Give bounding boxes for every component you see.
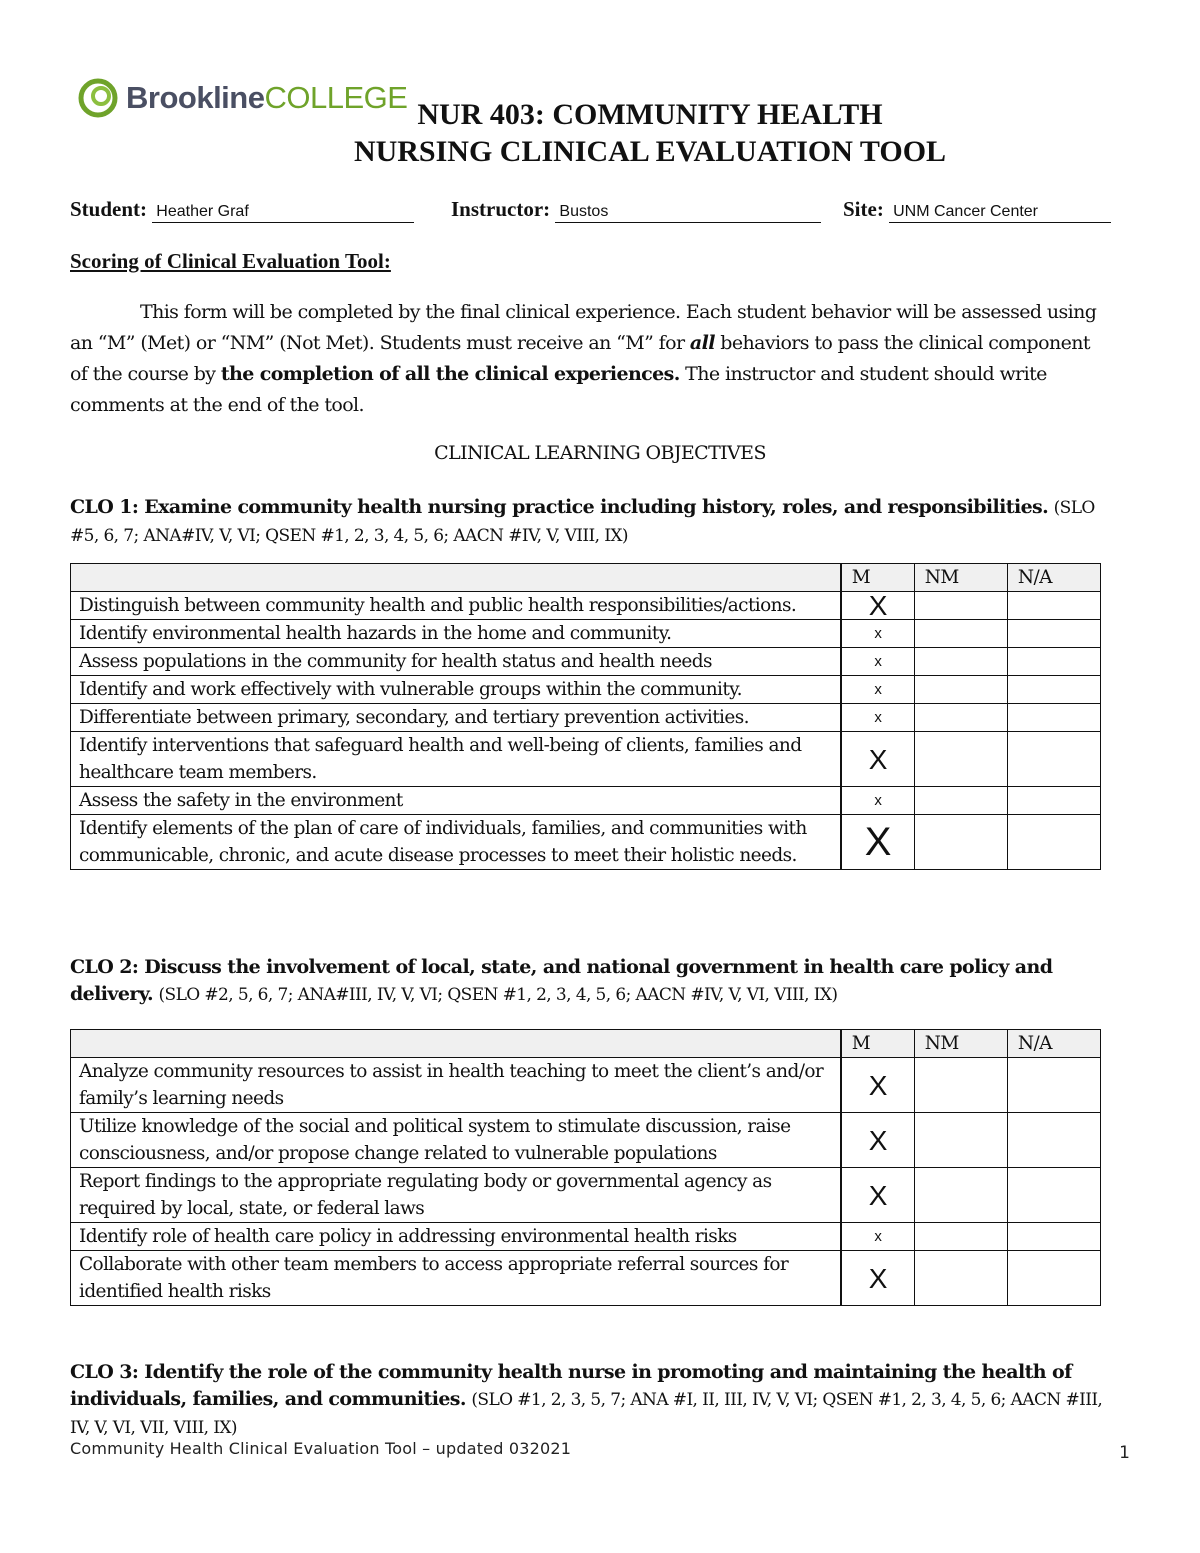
table-row xyxy=(71,1168,1101,1223)
document-title-line2: NURSING CLINICAL EVALUATION TOOL xyxy=(353,135,947,168)
na-cell[interactable] xyxy=(1007,787,1100,815)
clo3-heading: CLO 3: Identify the role of the community health nurse in promoting and maintaining the health of individuals, families, and communities. (SLO #1, 2, 3, 5, 7; ANA #I, II, III, IV, V, VI; QSEN #1, 2, 3, 4, 5, 6; AACN #III, IV, V, VI, VII, VIII, IX) xyxy=(70,1361,1103,1438)
behavior-text: Identify interventions that safeguard health and well-being of clients, families and healthcare team members. xyxy=(71,732,841,787)
page-number: 1 xyxy=(1119,1443,1130,1463)
student-value[interactable]: Heather Graf xyxy=(152,203,414,223)
logo-wordmark: BrooklineCOLLEGE xyxy=(126,80,408,115)
scoring-heading: Scoring of Clinical Evaluation Tool: xyxy=(70,249,391,273)
table-row xyxy=(71,1058,1101,1113)
site-label: Site: xyxy=(843,197,884,221)
met-mark[interactable]: X xyxy=(841,1251,915,1306)
met-mark[interactable]: X xyxy=(841,592,915,620)
student-label: Student: xyxy=(70,197,148,221)
not-met-cell[interactable] xyxy=(914,704,1007,732)
na-cell[interactable] xyxy=(1007,815,1100,870)
header-na: N/A xyxy=(1007,564,1100,592)
na-cell[interactable] xyxy=(1007,1168,1100,1223)
not-met-cell[interactable] xyxy=(914,620,1007,648)
not-met-cell[interactable] xyxy=(914,815,1007,870)
behavior-text: Report findings to the appropriate regulating body or governmental agency as required by local, state, or federal laws xyxy=(71,1168,841,1223)
behavior-text: Analyze community resources to assist in health teaching to meet the client’s and/or family’s learning needs xyxy=(71,1058,841,1113)
met-mark[interactable]: x xyxy=(841,676,915,704)
site-field xyxy=(843,197,1111,223)
clo1-heading: CLO 1: Examine community health nursing practice including history, roles, and responsibilities. (SLO #5, 6, 7; ANA#IV, V, VI; QSEN #1, 2, 3, 4, 5, 6; AACN #IV, V, VIII, IX) xyxy=(70,496,1095,546)
na-cell[interactable] xyxy=(1007,648,1100,676)
header-nm: NM xyxy=(914,564,1007,592)
behavior-text: Identify role of health care policy in addressing environmental health risks xyxy=(71,1223,841,1251)
na-cell[interactable] xyxy=(1007,704,1100,732)
met-mark[interactable]: x xyxy=(841,1223,915,1251)
met-mark[interactable]: X xyxy=(841,732,915,787)
site-value[interactable]: UNM Cancer Center xyxy=(889,203,1111,223)
not-met-cell[interactable] xyxy=(914,787,1007,815)
na-cell[interactable] xyxy=(1007,676,1100,704)
table-row xyxy=(71,620,1101,648)
behavior-text: Identify elements of the plan of care of individuals, families, and communities with communicable, chronic, and acute disease processes to meet their holistic needs. xyxy=(71,815,841,870)
met-mark[interactable]: X xyxy=(841,815,915,870)
table-row xyxy=(71,648,1101,676)
behavior-text: Distinguish between community health and public health responsibilities/actions. xyxy=(71,592,841,620)
behavior-text: Identify environmental health hazards in the home and community. xyxy=(71,620,841,648)
table-row xyxy=(71,676,1101,704)
table-header-row xyxy=(71,1030,1101,1058)
met-mark[interactable]: x xyxy=(841,704,915,732)
clo2-heading: CLO 2: Discuss the involvement of local, state, and national government in health care policy and delivery. (SLO #2, 5, 6, 7; ANA#III, IV, V, VI; QSEN #1, 2, 3, 4, 5, 6; AACN #IV, V, VI, VIII, IX) xyxy=(70,956,1053,1005)
table-row xyxy=(71,732,1101,787)
met-mark[interactable]: x xyxy=(841,620,915,648)
table-row xyxy=(71,704,1101,732)
table-row xyxy=(71,1113,1101,1168)
table-header-row xyxy=(71,564,1101,592)
header-behavior-cell xyxy=(71,564,841,592)
na-cell[interactable] xyxy=(1007,620,1100,648)
na-cell[interactable] xyxy=(1007,1251,1100,1306)
table-row xyxy=(71,592,1101,620)
clo2-table xyxy=(70,1029,1101,1306)
not-met-cell[interactable] xyxy=(914,648,1007,676)
not-met-cell[interactable] xyxy=(914,1058,1007,1113)
na-cell[interactable] xyxy=(1007,1113,1100,1168)
behavior-text: Identify and work effectively with vulnerable groups within the community. xyxy=(71,676,841,704)
objectives-heading: CLINICAL LEARNING OBJECTIVES xyxy=(434,442,766,464)
behavior-text: Utilize knowledge of the social and political system to stimulate discussion, raise consciousness, and/or propose change related to vulnerable populations xyxy=(71,1113,841,1168)
na-cell[interactable] xyxy=(1007,732,1100,787)
instructor-field xyxy=(451,197,821,223)
not-met-cell[interactable] xyxy=(914,732,1007,787)
not-met-cell[interactable] xyxy=(914,592,1007,620)
header-m: M xyxy=(841,1030,915,1058)
behavior-text: Assess the safety in the environment xyxy=(71,787,841,815)
na-cell[interactable] xyxy=(1007,1223,1100,1251)
header-m: M xyxy=(841,564,915,592)
met-mark[interactable]: x xyxy=(841,787,915,815)
not-met-cell[interactable] xyxy=(914,1168,1007,1223)
table-row xyxy=(71,1251,1101,1306)
clo1-table xyxy=(70,563,1101,870)
instructor-value[interactable]: Bustos xyxy=(555,203,821,223)
table-row xyxy=(71,1223,1101,1251)
table-row xyxy=(71,787,1101,815)
na-cell[interactable] xyxy=(1007,1058,1100,1113)
document-title-line1: NUR 403: COMMUNITY HEALTH xyxy=(417,98,883,131)
header-nm: NM xyxy=(914,1030,1007,1058)
scoring-paragraph: This form will be completed by the final clinical experience. Each student behavior will be assessed using an “M” (Met) or “NM” (Not Met). Students must receive an “M” for all behaviors to pass the clinical component of the course by the completion of all the clinical experiences. The instructor and student should write comments at the end of the tool. xyxy=(70,301,1097,416)
student-field xyxy=(70,197,414,223)
na-cell[interactable] xyxy=(1007,592,1100,620)
not-met-cell[interactable] xyxy=(914,1113,1007,1168)
met-mark[interactable]: X xyxy=(841,1058,915,1113)
behavior-text: Differentiate between primary, secondary, and tertiary prevention activities. xyxy=(71,704,841,732)
met-mark[interactable]: X xyxy=(841,1113,915,1168)
page-footer: Community Health Clinical Evaluation Tool – updated 032021 xyxy=(70,1439,572,1458)
not-met-cell[interactable] xyxy=(914,1251,1007,1306)
met-mark[interactable]: X xyxy=(841,1168,915,1223)
behavior-text: Assess populations in the community for health status and health needs xyxy=(71,648,841,676)
header-behavior-cell xyxy=(71,1030,841,1058)
table-row xyxy=(71,815,1101,870)
met-mark[interactable]: x xyxy=(841,648,915,676)
header-na: N/A xyxy=(1007,1030,1100,1058)
not-met-cell[interactable] xyxy=(914,1223,1007,1251)
instructor-label: Instructor: xyxy=(451,197,551,221)
not-met-cell[interactable] xyxy=(914,676,1007,704)
behavior-text: Collaborate with other team members to access appropriate referral sources for identified health risks xyxy=(71,1251,841,1306)
